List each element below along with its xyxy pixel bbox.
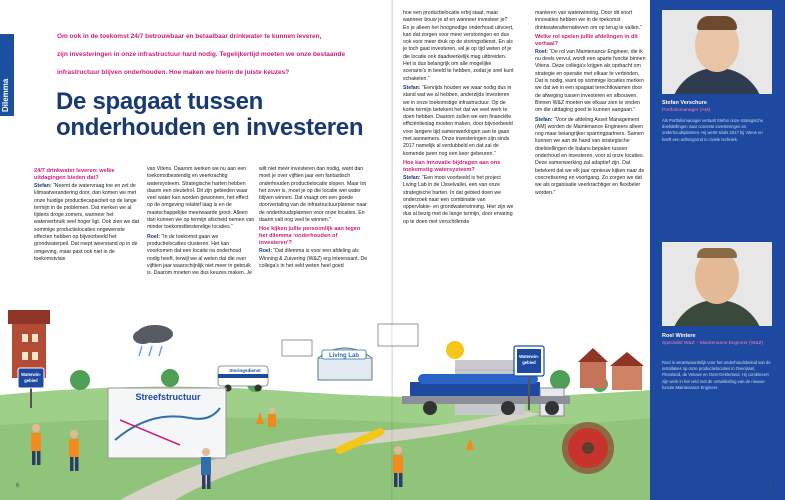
speaker-label: Stefan:	[535, 116, 553, 123]
question-heading: Hoe kan innovatie bijdragen aan ons toekomstig watersysteem?	[403, 159, 501, 173]
speaker-label: Roel:	[535, 48, 548, 55]
portrait-photo-stefan	[662, 10, 772, 94]
profile-sidebar	[650, 0, 785, 500]
answer-text: “Eenrijds houden we waar nodig dus in stand wat we al hebben, anderzijds investeren we in onze toekomstige infrastructuur. Op de korte termijn betekent het dat we veel werk te doen hebben. Daarom zullen we een financiële efficiëntieslag moeten maken, door bijvoorbeeld voor langere tijd samenwerkingen aan te gaan met aannemers. Onze investeringen zijn sinds 2017 namelijk al verdubbeld en dat zal de komende jaren nog een keer gebeuren.”	[403, 84, 513, 157]
rain-cloud-icon	[133, 325, 173, 356]
text-column-4	[403, 10, 515, 228]
paragraph	[147, 234, 255, 278]
sign-label: Waterwin-	[21, 372, 41, 377]
intro-line: Om ook in de toekomst 24/7 betrouwbaar en betaalbaar drinkwater te kunnen leveren,	[57, 33, 322, 40]
worker	[268, 407, 276, 427]
answer-text: “Voor de afdeling Asset Management (AM) worden de Maintenance Engineers alleen nog maar belangrijker sparringpartners. Samen kunnen we aan de hand van strategische doelstellingen de balans bepalen tussen onderhoud en investeren, voor al onze locaties. Deze samenwerking zal adaptief zijn. Dat betekent dat we elk jaar opnieuw kijken naar de concretisering en voortgang. Zo zorgen we dat we als organisatie veerkrachtiger en flexibeler worden.”	[535, 116, 645, 196]
paragraph	[34, 183, 142, 263]
profile-bio: Roel is verantwoordelijk voor het onderhoudsbeleid van de installaties op onze productielocaties in Overijssel, Flevoland, de Veluwe en Oost-Gelderland. Hij combineert zijn werk in het veld met de ontwikkeling van de nieuwe functie Maintenance Engineer.	[662, 360, 771, 390]
houses	[578, 348, 644, 390]
page-title	[56, 89, 386, 141]
intro-line: infrastructuur blijven onderhouden. Hoe maken we hierin de juiste keuzes?	[57, 69, 290, 76]
sign-label: gebied	[24, 378, 38, 383]
infrastructure-illustration	[0, 300, 650, 500]
intro-line: zijn investeringen in onze infrastructuur hard nodig. Tegelijkertijd moeten we onze bestaande	[57, 51, 346, 58]
speaker-label: Stefan:	[403, 174, 421, 181]
portrait-hair	[697, 16, 737, 30]
paragraph: van Vitens. Daarom werken we nu aan een toekomstbestendig en veerkrachtig watersysteem. Strategische harten hebben daarin een sleutelrol. Dit zijn gebieden waar veel water kan worden gewonnen, het effect op de omgeving relatief laag is en de maatschappelijke meerwaarde groot. Alleen dan kunnen we op termijn afscheid nemen van minder toekomstbestendige locaties.”	[147, 166, 255, 231]
paragraph: hoe een productielocatie erbij staat, maar wanneer bouw je af en wanneer investeer je? En je alleen het hoognodige onderhoud uitvoert, kan dat zorgen voor meer verstoringen en dus ook voor meer druk op de storingsdienst. En als je toch gaat investeren, wil je op tijd weten of je die locatie ook daadwerkelijk mag uitbreiden. Het is dus belangrijk om alle mogelijke scenario's in beeld te hebben, zodat je snel kunt schakelen.”	[403, 10, 514, 82]
question-heading: 24/7 drinkwater leveren: welke uitdagingen bieden dat?	[34, 168, 115, 181]
profile-role: Portfoliomanager (AM)	[662, 108, 711, 113]
answer-text: “In de toekomst gaan we productielocaties clusteren. Het kan voorkomen dat een locatie na onderhoud nodig heeft, terwijl we al weten dat die over vijftien jaar waarschijnlijk niet meer in gebruik is. Daarom moeten we dus keuzes maken. Je	[147, 233, 252, 277]
streefstructuur-map-board	[108, 388, 226, 458]
cable-drum	[562, 422, 614, 474]
answer-text: “Neemt de watervraag toe en zet de klimaatverandering door, dan komen we met onze huidige productiecapaciteit op de lange termijn in de problemen. Dat merken we al tijdens droge zomers, wanneer het waterverbruik veel hoger ligt. Ook zien we dat sommige productielocaties ongewenste effecten hebben op bijvoorbeeld het grondwaterpeil. Dat roept weerstand op in de omgeving, maar past ook niet in de toekomstvisie	[34, 183, 139, 262]
paragraph	[403, 175, 515, 226]
billboard	[282, 340, 312, 356]
page-number-left: 6	[16, 483, 20, 489]
van-label: Storingsdienst	[229, 368, 261, 373]
map-title: Streefstructuur	[135, 392, 201, 402]
profile-role: Specialist W&Z – Maintenance Engineer (W&Z)	[662, 341, 764, 346]
text-column-3	[259, 166, 369, 272]
portrait-photo-roel	[662, 242, 772, 326]
paragraph: manieren van waterwinning. Door dit soort innovaties hebben we in de toekomst drinkwateralternatieven om op terug te vallen.”	[535, 10, 642, 31]
section-tab	[0, 34, 14, 116]
paragraph	[259, 248, 369, 270]
sign-label: gebied	[522, 360, 536, 365]
sun-icon	[446, 341, 464, 359]
speaker-label: Roel:	[147, 233, 160, 240]
paragraph	[535, 117, 647, 197]
billboard	[378, 324, 418, 346]
profile-bio: Als Portfoliomanager vertaalt Stefan onze strategische doelstellingen naar concrete investeringen en onderhoudsplannen. Hij werkt sinds 2017 bij Vitens en heeft een achtergrond in civiele techniek.	[662, 118, 764, 142]
paragraph: wilt niet méér investeren dan nodig, want dan moet je over vijftien jaar een fantastisch onderhouden productielocatie slopen. Maar tot het zover is, moet je op die locatie wel water blijven winnen. Dat vraagt om een goede doorvertaling van de infrastructuurplanner naar de onderhoudsplannen voor onze locaties. En daarin valt nog veel te winnen.”	[259, 166, 367, 224]
paragraph	[403, 85, 515, 158]
section-tab-label: Dilemma	[1, 78, 10, 112]
living-lab-sign: Living Lab	[329, 353, 359, 359]
title-line: onderhouden en investeren	[56, 114, 364, 141]
sign-label: Waterwin-	[519, 354, 539, 359]
paragraph	[535, 49, 647, 115]
answer-text: “De rol van Maintenance Engineer, die ik nu deels vervul, wordt een aparte functie binnen Vitens. Deze collega's krijgen als opdracht om strategie en operatie met elkaar te verbinden. Dat is nodig, want op sommige locaties merken we dat we in een spagaat terechtkwamen door de afweging tussen investeren en afbouwen. Binnen W&Z moeten we elkaar zien te vinden om die uitdaging goed te kunnen aangaan.”	[535, 48, 646, 114]
answer-text: “Een mooi voorbeeld is het project Living Lab in de IJsselvallei, een van onze strategische harten. In dat gebied doen we onderzoek naar een combinatie van oppervlakte- en grondwaterwinning. Hier zijn we dus al bezig met de lange termijn, door ervaring op te doen met verschillende	[403, 174, 514, 225]
title-line: De spagaat tussen	[56, 88, 263, 115]
intro-text	[57, 28, 377, 82]
speaker-label: Roel:	[259, 248, 272, 255]
profile-name: Roel Wintere	[662, 333, 696, 339]
text-column-1	[34, 166, 142, 265]
speaker-label: Stefan:	[34, 183, 52, 189]
text-column-2	[147, 166, 255, 279]
speaker-label: Stefan:	[403, 84, 421, 91]
profile-name: Stefan Verschure	[662, 100, 707, 106]
living-lab-building	[318, 348, 372, 380]
portrait-hair	[697, 248, 737, 258]
page-gutter	[391, 0, 394, 500]
answer-text: “Dat dilemma is voor een afdeling als Winning & Zuivering (W&Z) erg interessant. De collega's in het veld weten heel goed	[259, 248, 368, 269]
text-column-5	[535, 10, 647, 199]
page-number-right: 7	[769, 483, 773, 489]
question-heading: Hoe kijken jullie persoonlijk aan tegen het dilemma ‘onderhouden of investeren’?	[259, 226, 361, 247]
question-heading: Welke rol spelen jullie afdelingen in dit verhaal?	[535, 33, 638, 47]
grass-foreground	[0, 418, 650, 500]
portrait-face	[695, 250, 739, 304]
